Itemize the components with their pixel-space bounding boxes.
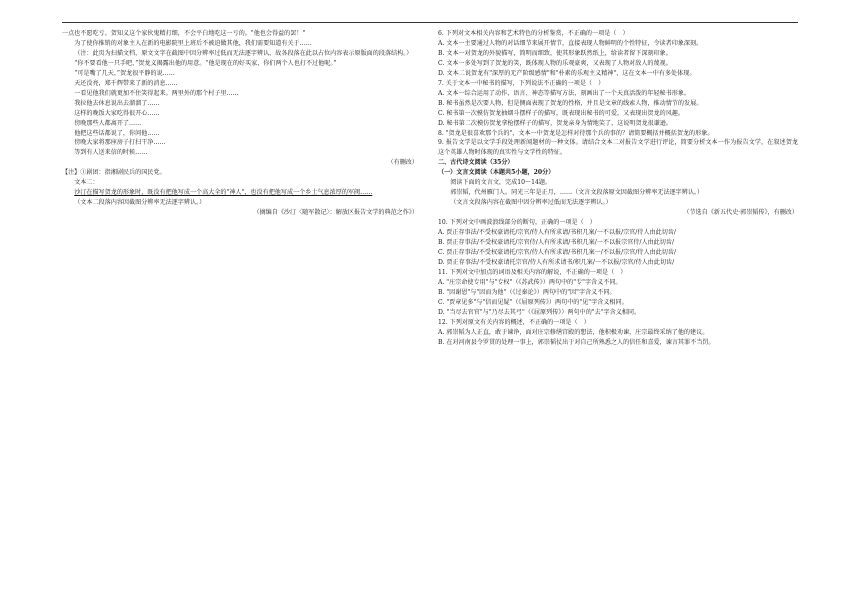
paragraph: 天还没亮，郑千辉带来了新的消息…… [74,79,178,87]
paragraph: 这样的晚饭大家吃得很开心…… [74,109,160,117]
option: A. 文本一主要通过人物的对话细节来展开情节，直接表现人物鲜明的个性特征，令读者印象深刻。 [438,39,703,47]
option: D. 文本二说贺龙有"深厚的无产阶级感情"和"朴素的乐观主义精神"，这在文本一中有多处体现。 [438,69,696,77]
classical-paragraph: （文言文段落内容在截图中因分辨率过低而无法逐字辨认。） [450,199,612,207]
paragraph: 他把这些话都说了，你问他…… [74,129,160,137]
section-title: 二、古代诗文阅读（35分） [438,159,514,167]
paragraph: “可是嘴了几天，”贺龙很平静的说…… [74,69,175,77]
paragraph: 我拉他去休息说出去溜溜了…… [74,99,160,107]
paragraph: （注：此页为扫描文档，原文文字在截图中因分辨率过低而无法逐字辨认，故各段落在此以占位内容表示原版面的段落结构。） [74,49,413,57]
paragraph: 等到有人送来信的时候…… [74,149,148,157]
source-note: （摘编自《沙汀〈随军散记〉：解放区报告文学的典范之作》） [253,209,418,217]
paragraph: 傍晚大家将那座房子打扫干净…… [74,139,166,147]
question-9: 9. 报告文学是以文学手段处理新闻题材的一种文体。请结合文本二对报告文学进行评论，简要分析文本一作为报告文学，在叙述贺龙这个英雄人物时体现的真实性与文学性的特征。 [438,139,798,157]
option: D. 贾正存事法/不受权豪请托宗官/侍人有所求请书/积几案/一不以报/宗官/侍人由此切齿/ [438,258,675,266]
subsection-title: （一）文言文阅读（本题共5小题，20分） [438,169,555,177]
option: B. 文本一对贺龙的外貌描写，简明而细致，使其形象跃然纸上，给读者留下深刻印象。 [438,49,672,57]
option: A. "庄宗命使专用"与"专权"（《苏武传》）两句中的"专"字含义不同。 [438,278,622,286]
option: B. 贾正存事法/不受权豪请托/宗官侍/人有所求请/书积几案/一不以报宗官侍/人由此切齿/ [438,239,675,247]
left-column [62,29,418,218]
paragraph: 沙汀在描写贺龙的形象时，既没有把他写成一个高大全的"神人"，也没有把他写成一个乡土气息浓厚的军阀…… [74,189,373,197]
question-7: 7. 关于文本一中秘书的描写，下列说法不正确的一项是（ ） [438,79,605,87]
paragraph: 为了使你推销的对象主人在新的电影院里上班后不被迫做其他，我们需要知道有关于…… [74,39,312,47]
option: C. 文本一多处写到了贺龙的笑，既体现人物的乐观豪爽，又表现了人物对敌人的蔑视。 [438,59,672,67]
option: C. 秘书第一次模仿贺龙抽烟斗摆样子的描写，既表现出秘书的可爱，又表现出贺龙的风趣。 [438,109,684,117]
option: D. 秘书第二次模仿贺龙拿枪摆样子的描写，贺龙亲身为情地笑了，这说明贺龙很谦逊。 [438,119,673,127]
option: D. "当尽去官官"与"乃尽去其弓"（《屈原列传》）两句中的"去"字含义相同。 [438,308,641,316]
option: B. 秘书虽然是次要人物，但是侧面表现了贺龙的性格，并且是文章的线索人物，推动情节的发展。 [438,99,703,107]
option: B. "因谢恩"与"因而为他"（《过秦论》）两句中的"因"字含义不同。 [438,288,616,296]
paragraph: 傍晚那些人都离开了…… [74,119,142,127]
source-note: （有删改） [387,159,418,167]
option: A. 贾正存事法/不受权豪请托/宗官/侍人有所求请/书积几案/一不以报/宗官/侍人由此切齿/ [438,229,676,237]
option: A. 文本一综合运用了动作、语言、神态等描写方法，刻画出了一个天真活泼的年轻秘书形象。 [438,89,691,97]
question-8: 8. "贺龙是很喜欢那个兵的"，文本一中贺龙是怎样对待那个兵的事的？请简要概括并概括贺龙的形象。 [438,129,714,137]
option: C. "贾章见多"与"信而见疑"（《屈原列传》）两句中的"见"字含义相同。 [438,298,628,306]
question-11: 11. 下列对文中加点的词语及相关内容的解说，不正确的一项是（ ） [438,268,627,276]
question-12: 12. 下列对原文有关内容的概述，不正确的一项是（ ） [438,318,590,326]
right-column [438,29,798,348]
paragraph: 一看见他我们就更加不住笑得起来。两里外的那个村子里…… [74,89,239,97]
option: C. 贾正存事法/不受权豪请托/宗官/侍人有所求请/书积几案一/不以报/宗官/侍人由此切齿/ [438,248,677,256]
paragraph: “你不要看他一只手吧，”贺龙义揭露出他的用意。“他是现在的好买家，你们两个人也打不过他呢。” [74,59,337,67]
instruction: 阅读下面的文言文，完成10～14题。 [450,179,552,187]
paragraph: 一点也不愿吃亏。贺知义这个家伙鬼精打细，不会平白地吃这一亏的。"他也会得益的罢！" [62,30,306,37]
paragraph: （文本二段落内容因截图分辨率无法逐字辨认。） [74,199,206,207]
question-6: 6. 下列对文本相关内容和艺术特色的分析鉴赏，不正确的一项是（ ） [438,30,629,37]
header-rule [62,22,798,23]
classical-paragraph: 郭崇韬，代州雁门人。同光三年是正月，……（文言文段落原文因截图分辨率无法逐字辨认。） [450,189,704,197]
footnote: 【注】①剧团：指湘剧民兵的国民党。 [62,169,166,177]
text-label: 文本二： [74,179,99,187]
option: B. 在对河南县令罗贯的处理一事上，郭崇韬仗出于对自己所熟悉之人的信任和喜爱，谏言其罪不当罚。 [438,338,715,346]
source-note: （节选自《新五代史·郭崇韬传》，有删改） [683,209,798,217]
option: A. 郭崇韬为人正直，敢于谏诤，面对庄宗修缮宫殿的想法，他积极劝谏，庄宗最终采纳了他的建议。 [438,328,709,336]
question-10: 10. 下列对文中画波浪线部分的断句，正确的一项是（ ） [438,219,596,227]
